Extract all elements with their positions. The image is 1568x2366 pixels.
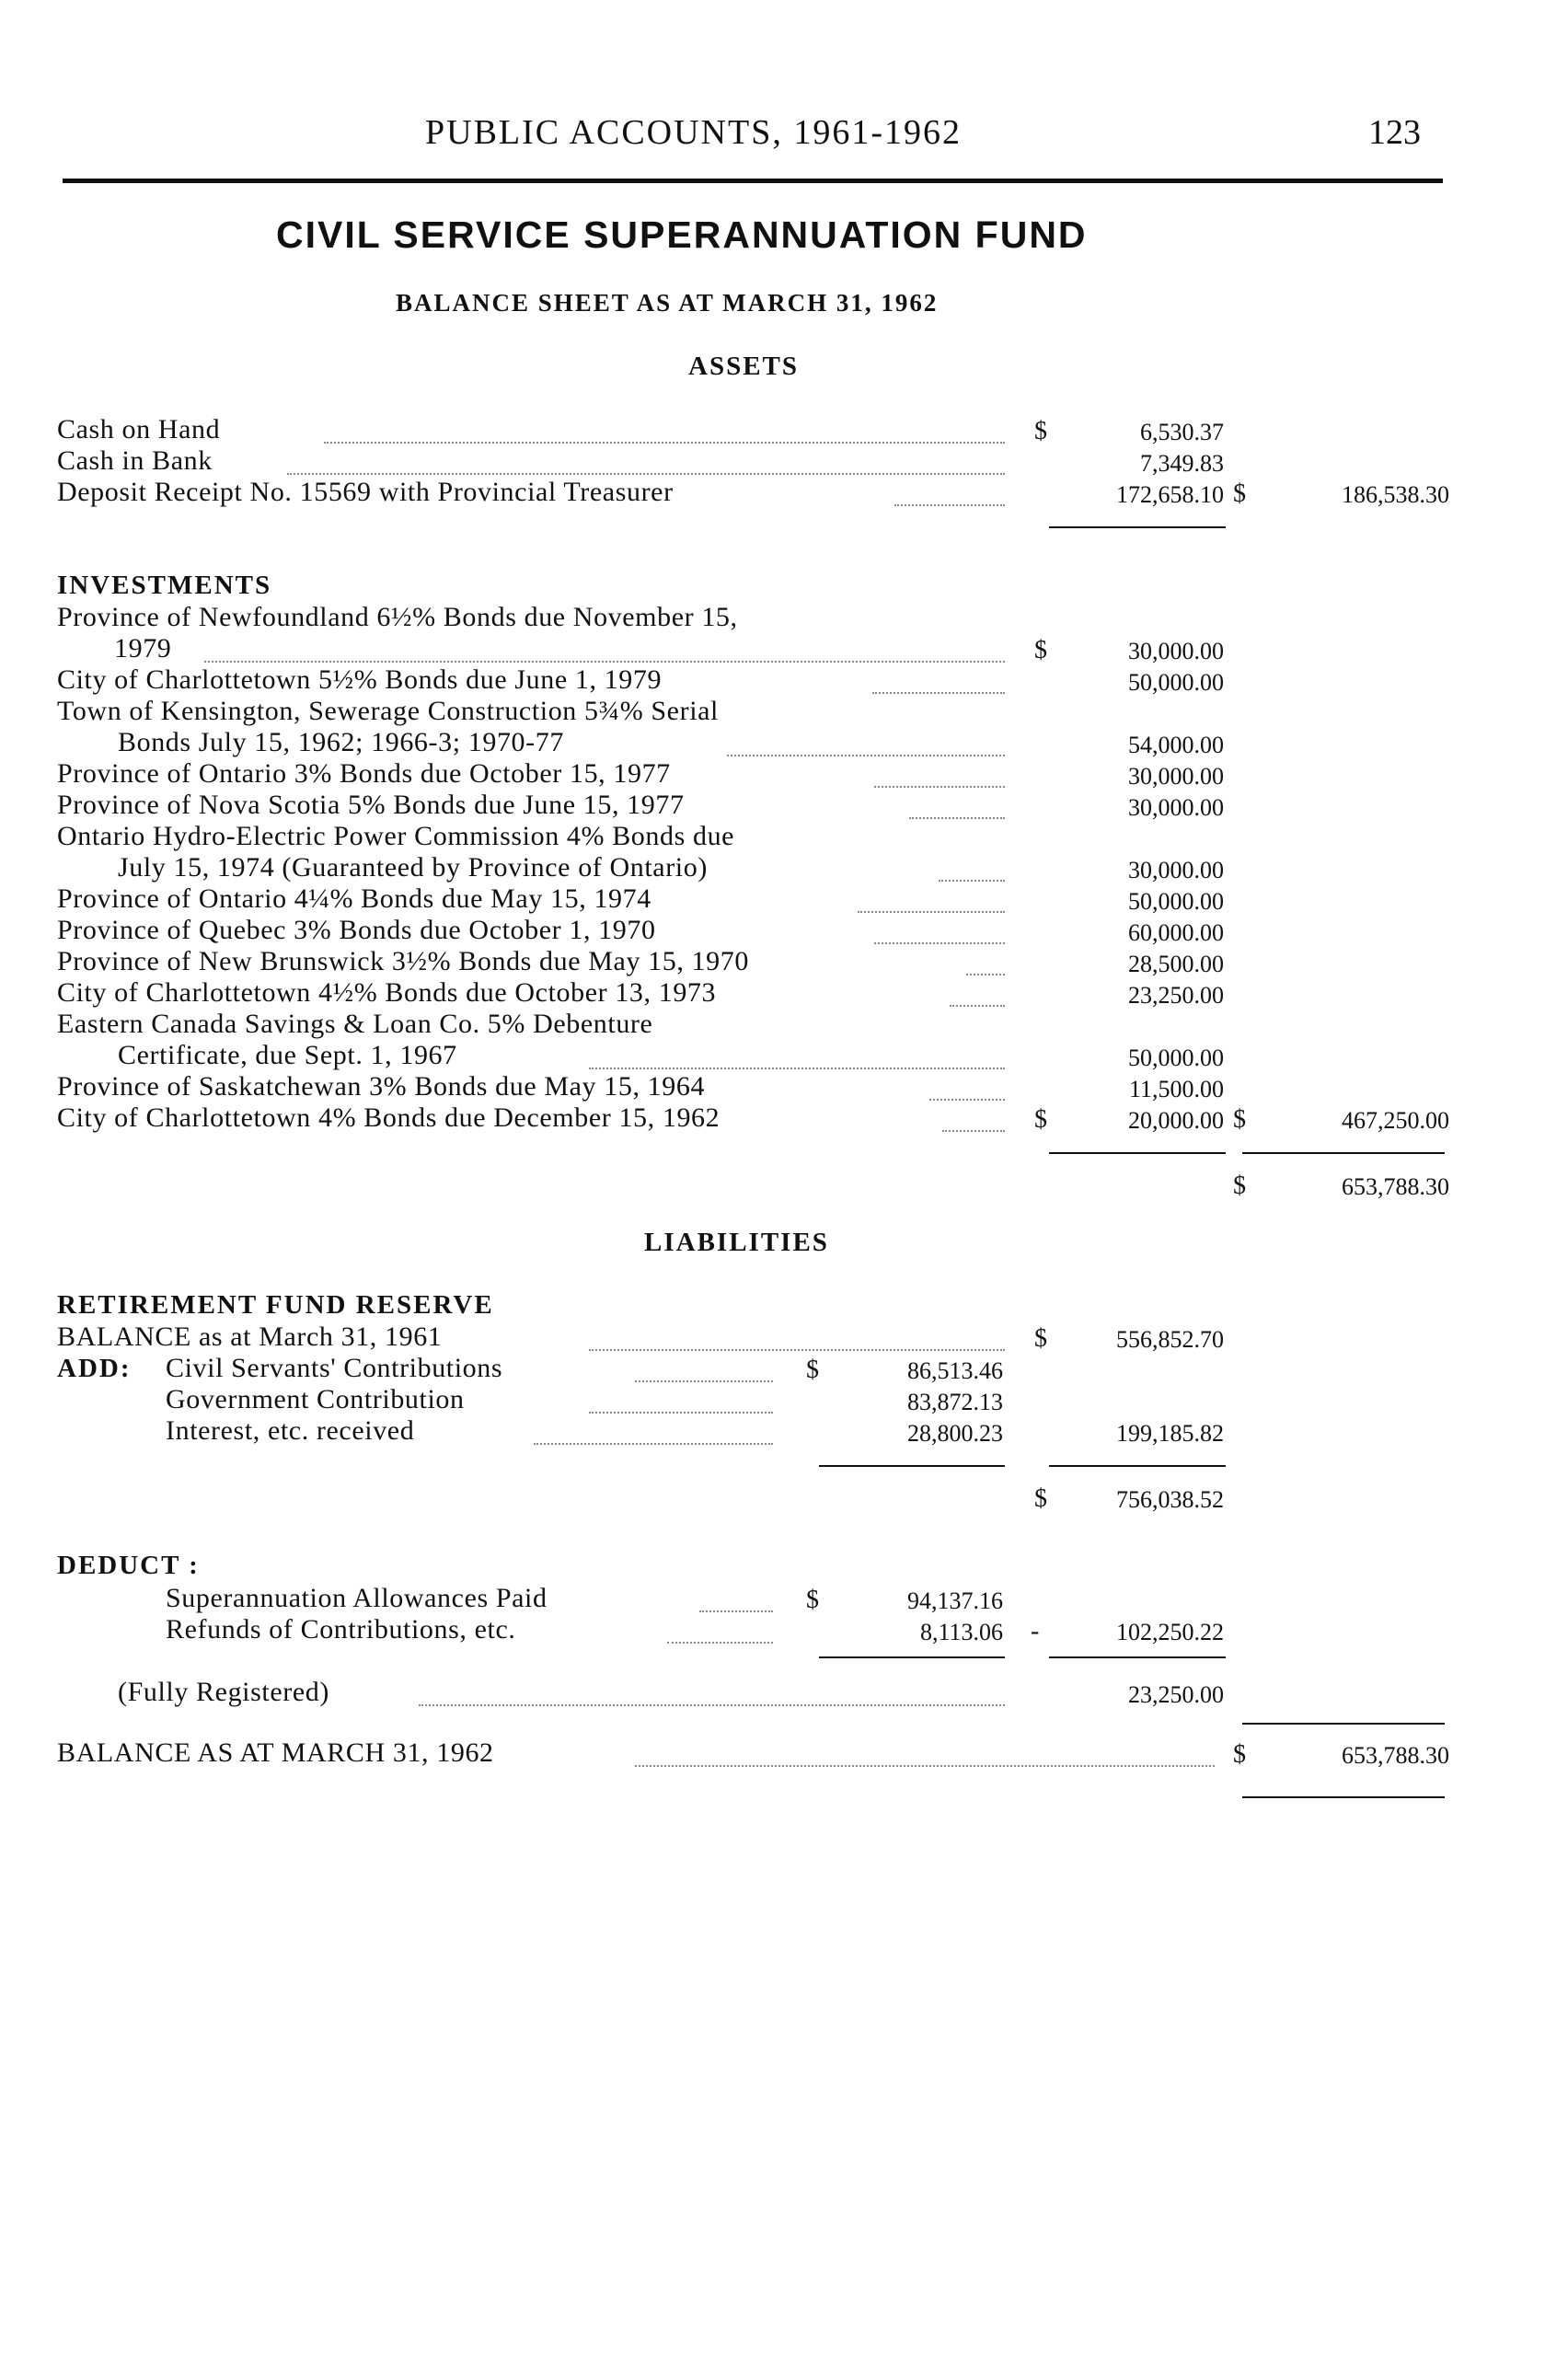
dollar-sign: $ — [1034, 1324, 1047, 1353]
dollar-sign: $ — [1034, 1484, 1047, 1513]
deduct-item-label: Refunds of Contributions, etc. — [166, 1614, 516, 1645]
asset-amount: 7,349.83 — [1140, 450, 1224, 477]
investment-amount: 50,000.00 — [1128, 1045, 1224, 1071]
asset-amount: 6,530.37 — [1140, 419, 1224, 445]
investment-amount: 20,000.00 — [1128, 1107, 1224, 1134]
investment-label-cont: Certificate, due Sept. 1, 1967 — [118, 1040, 457, 1070]
header-rule — [63, 179, 1443, 183]
assets-heading: ASSETS — [688, 352, 800, 381]
investment-amount: 60,000.00 — [1128, 919, 1224, 946]
dot-leader — [874, 942, 1005, 944]
running-title: PUBLIC ACCOUNTS, 1961-1962 — [425, 113, 962, 152]
fully-registered-label: (Fully Registered) — [118, 1677, 329, 1707]
investment-amount: 30,000.00 — [1128, 763, 1224, 790]
liabilities-heading: LIABILITIES — [644, 1228, 829, 1257]
investment-label-cont: Bonds July 15, 1962; 1966-3; 1970-77 — [118, 727, 564, 757]
dollar-sign: $ — [1034, 1105, 1047, 1134]
underline — [1242, 1152, 1445, 1154]
deduct-label: DEDUCT : — [57, 1551, 200, 1580]
page-number: 123 — [1368, 113, 1421, 152]
fully-registered-amount: 23,250.00 — [1128, 1681, 1224, 1708]
dot-leader — [589, 1349, 1005, 1351]
investment-amount: 30,000.00 — [1128, 794, 1224, 821]
dot-leader — [858, 911, 1005, 913]
dot-leader — [929, 1099, 1005, 1101]
investment-amount: 54,000.00 — [1128, 732, 1224, 758]
reserve-heading: RETIREMENT FUND RESERVE — [57, 1290, 494, 1320]
asset-label: Deposit Receipt No. 15569 with Provincial Treasurer — [57, 477, 674, 507]
final-balance-label: BALANCE AS AT MARCH 31, 1962 — [57, 1737, 494, 1768]
dollar-sign: $ — [1034, 417, 1047, 445]
dot-leader — [419, 1704, 1005, 1706]
investment-amount: 50,000.00 — [1128, 669, 1224, 696]
dollar-sign: $ — [1233, 479, 1246, 508]
dot-leader — [966, 974, 1005, 975]
investment-label: City of Charlottetown 4% Bonds due December 15, 1962 — [57, 1102, 721, 1133]
assets-grand-total: 653,788.30 — [1342, 1173, 1449, 1200]
investment-amount: 50,000.00 — [1128, 888, 1224, 915]
dollar-sign: $ — [1233, 1105, 1246, 1134]
dot-leader — [324, 442, 1005, 444]
add-item-label: Civil Servants' Contributions — [166, 1353, 503, 1383]
dot-leader — [534, 1443, 773, 1445]
investment-label: Province of Newfoundland 6½% Bonds due November 15, — [57, 602, 738, 632]
asset-label: Cash on Hand — [57, 414, 221, 444]
dot-leader — [204, 661, 1005, 663]
assets-total: 186,538.30 — [1342, 481, 1449, 508]
subtotal-amount: 756,038.52 — [1116, 1486, 1224, 1513]
dot-leader — [589, 1412, 773, 1414]
investments-heading: INVESTMENTS — [57, 571, 272, 600]
investment-label-cont: 1979 — [114, 633, 172, 664]
underline — [1049, 1465, 1226, 1467]
investment-amount: 30,000.00 — [1128, 638, 1224, 664]
minus-sign: - — [1031, 1617, 1040, 1645]
investment-label: Ontario Hydro-Electric Power Commission 4% Bonds due — [57, 821, 735, 851]
add-item-amount: 86,513.46 — [907, 1357, 1003, 1384]
dot-leader — [635, 1380, 773, 1382]
investment-amount: 28,500.00 — [1128, 951, 1224, 977]
underline — [819, 1656, 1005, 1658]
deduct-item-amount: 8,113.06 — [919, 1619, 1003, 1645]
dot-leader — [950, 1005, 1005, 1007]
investment-label: Province of Ontario 3% Bonds due October 15, 1977 — [57, 758, 671, 789]
deduct-total: 102,250.22 — [1116, 1619, 1224, 1645]
investment-amount: 11,500.00 — [1128, 1076, 1224, 1102]
dot-leader — [939, 880, 1005, 882]
dollar-sign: $ — [1233, 1740, 1246, 1769]
final-balance-amount: 653,788.30 — [1342, 1742, 1449, 1769]
underline — [1242, 1796, 1445, 1798]
underline — [819, 1465, 1005, 1467]
page-subtitle: BALANCE SHEET AS AT MARCH 31, 1962 — [396, 289, 939, 317]
dot-leader — [667, 1642, 773, 1644]
investment-label-cont: July 15, 1974 (Guaranteed by Province of Ontario) — [118, 852, 708, 883]
add-item-label: Government Contribution — [166, 1384, 465, 1414]
investment-label: Province of Ontario 4¼% Bonds due May 15, 1974 — [57, 883, 651, 914]
investment-label: City of Charlottetown 4½% Bonds due October 13, 1973 — [57, 977, 717, 1008]
dot-leader — [287, 473, 1005, 475]
investment-amount: 30,000.00 — [1128, 857, 1224, 883]
dot-leader — [909, 817, 1005, 819]
balance-amount: 556,852.70 — [1116, 1326, 1224, 1353]
investments-total: 467,250.00 — [1342, 1107, 1449, 1134]
investment-label: Province of Nova Scotia 5% Bonds due June 15, 1977 — [57, 790, 685, 820]
dot-leader — [727, 755, 1005, 756]
asset-amount: 172,658.10 — [1116, 481, 1224, 508]
investment-label: Province of New Brunswick 3½% Bonds due May 15, 1970 — [57, 946, 749, 976]
deduct-item-amount: 94,137.16 — [907, 1587, 1003, 1614]
dot-leader — [894, 504, 1005, 506]
dot-leader — [635, 1765, 1215, 1767]
underline — [1049, 1656, 1226, 1658]
dot-leader — [874, 786, 1005, 788]
underline — [1049, 526, 1226, 528]
add-item-amount: 83,872.13 — [907, 1389, 1003, 1415]
investment-label: Town of Kensington, Sewerage Construction 5¾% Serial — [57, 696, 719, 726]
dot-leader — [872, 692, 1005, 694]
dollar-sign: $ — [806, 1356, 819, 1384]
investment-amount: 23,250.00 — [1128, 982, 1224, 1009]
dot-leader — [942, 1130, 1005, 1132]
investment-label: Eastern Canada Savings & Loan Co. 5% Debenture — [57, 1009, 653, 1039]
dollar-sign: $ — [806, 1586, 819, 1614]
dollar-sign: $ — [1034, 636, 1047, 664]
add-total: 199,185.82 — [1116, 1420, 1224, 1447]
balance-label: BALANCE as at March 31, 1961 — [57, 1321, 443, 1352]
investment-label: City of Charlottetown 5½% Bonds due June 1, 1979 — [57, 664, 663, 695]
asset-label: Cash in Bank — [57, 445, 213, 476]
dot-leader — [699, 1610, 773, 1612]
dot-leader — [589, 1068, 1005, 1069]
dollar-sign: $ — [1233, 1171, 1246, 1200]
page-title: CIVIL SERVICE SUPERANNUATION FUND — [276, 214, 1088, 256]
add-item-amount: 28,800.23 — [907, 1420, 1003, 1447]
investment-label: Province of Quebec 3% Bonds due October 1, 1970 — [57, 915, 656, 945]
add-item-label: Interest, etc. received — [166, 1415, 415, 1446]
investment-label: Province of Saskatchewan 3% Bonds due May 15, 1964 — [57, 1071, 706, 1102]
underline — [1242, 1723, 1445, 1725]
deduct-item-label: Superannuation Allowances Paid — [166, 1583, 548, 1613]
add-label: ADD: — [57, 1354, 132, 1383]
underline — [1049, 1152, 1226, 1154]
